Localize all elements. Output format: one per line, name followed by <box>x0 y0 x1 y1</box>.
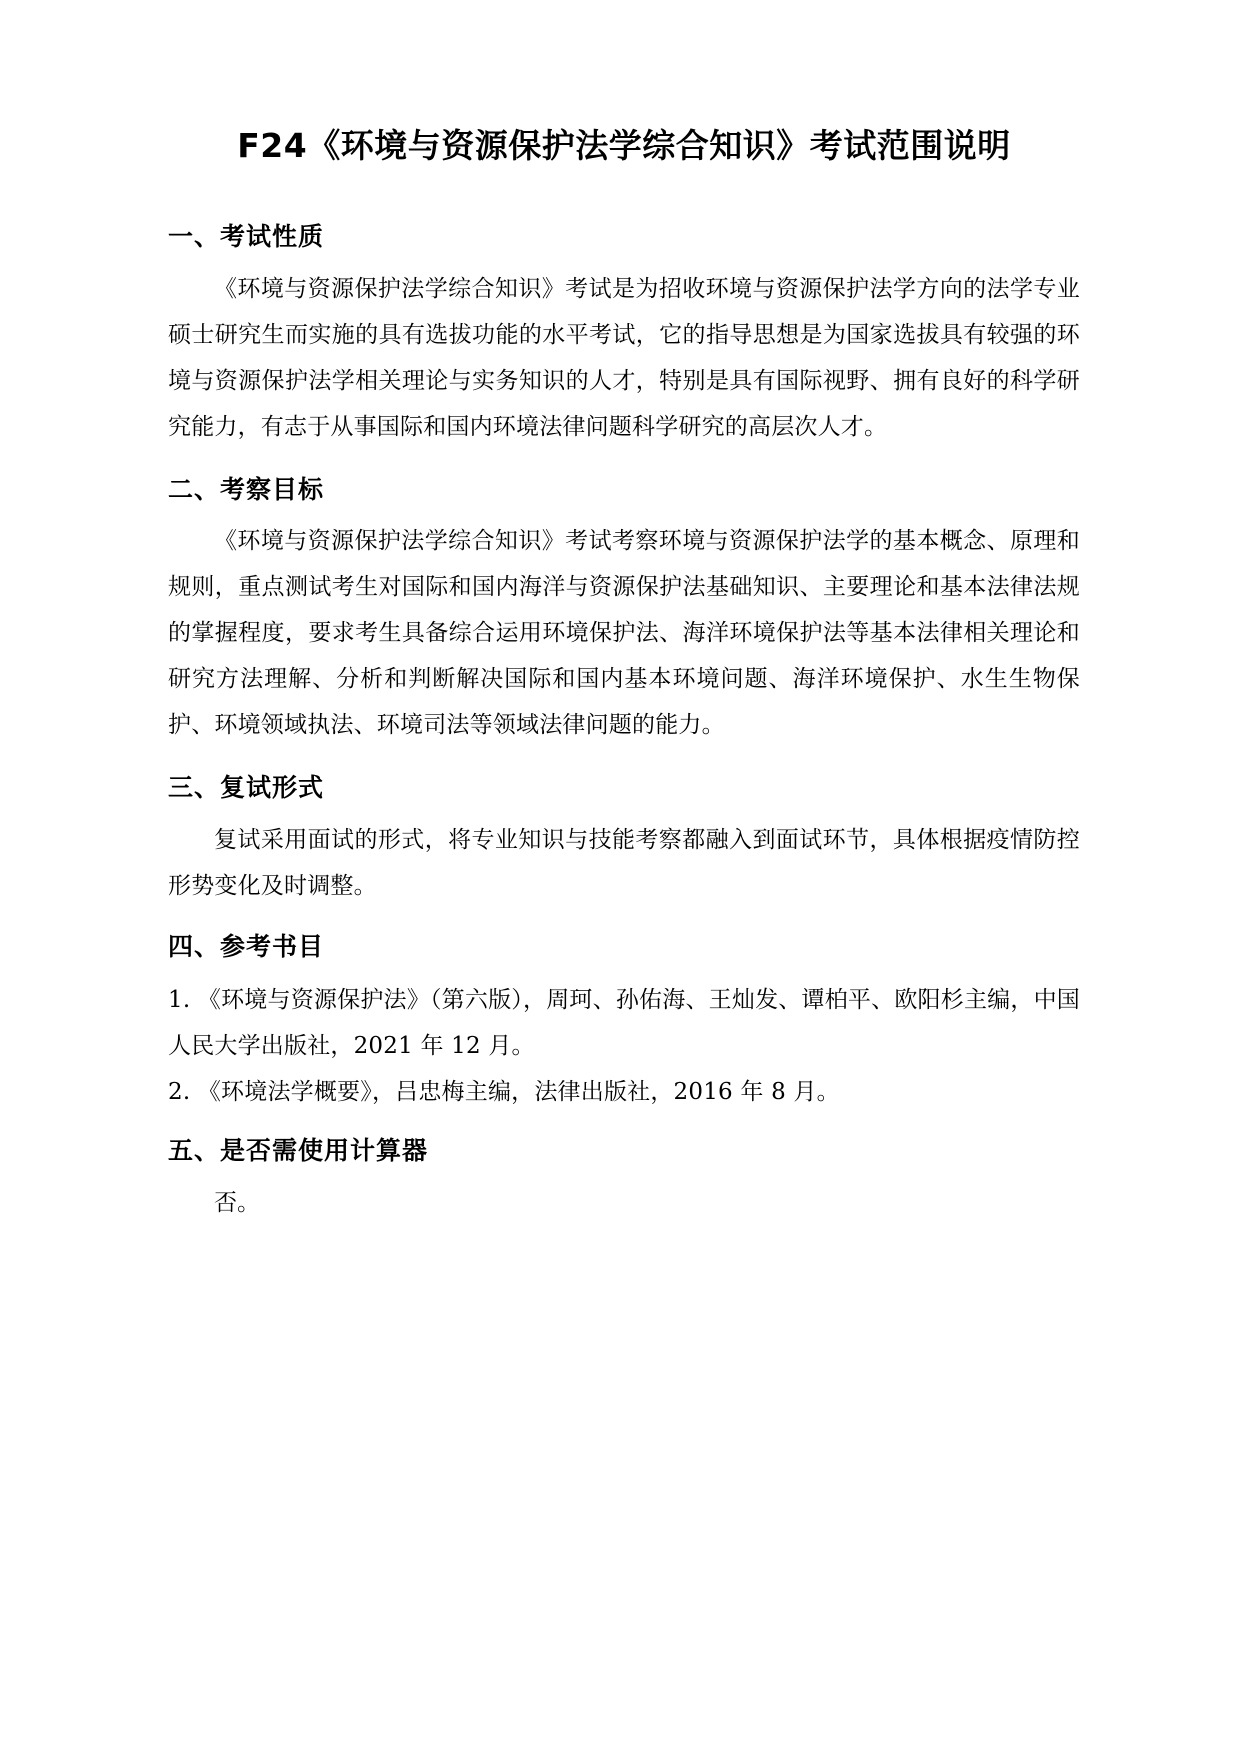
section-heading-4: 四、参考书目 <box>168 931 325 961</box>
section-heading-1: 一、考试性质 <box>168 222 325 252</box>
section-heading-3: 三、复试形式 <box>168 773 325 803</box>
document-content <box>168 0 1080 1226</box>
reference-item-2: 2. 《环境法学概要》，吕忠梅主编，法律出版社，2016 年 8 月。 <box>168 1079 840 1106</box>
section-paragraph-2: 《环境与资源保护法学综合知识》考试考察环境与资源保护法学的基本概念、原理和规则，重点测试考生对国际和国内海洋与资源保护法基础知识、主要理论和基本法律法规的掌握程度，要求考生具备综合运用环境保护法、海洋环境保护法等基本法律相关理论和研究方法理解、分析和判断解决国际和国内基本环境问题、海洋环境保护、水生生物保护、环境领域执法、环境司法等领域法律问题的能力。 <box>168 528 1080 739</box>
reference-list <box>168 963 1080 1115</box>
reference-item-1: 1. 《环境与资源保护法》（第六版），周珂、孙佑海、王灿发、谭柏平、欧阳杉主编，中国人民大学出版社，2021 年 12 月。 <box>168 987 1080 1060</box>
section-paragraph-3: 复试采用面试的形式，将专业知识与技能考察都融入到面试环节，具体根据疫情防控形势变化及时调整。 <box>168 826 1080 899</box>
section-paragraph-5: 否。 <box>214 1189 260 1216</box>
section-heading-2: 二、考察目标 <box>168 474 325 504</box>
section-heading-5: 五、是否需使用计算器 <box>168 1136 429 1166</box>
section-paragraph-1: 《环境与资源保护法学综合知识》考试是为招收环境与资源保护法学方向的法学专业硕士研究生而实施的具有选拔功能的水平考试，它的指导思想是为国家选拔具有较强的环境与资源保护法学相关理论与实务知识的人才，特别是具有国际视野、拥有良好的科学研究能力，有志于从事国际和国内环境法律问题科学研究的高层次人才。 <box>168 275 1080 440</box>
page-title: F24《环境与资源保护法学综合知识》考试范围说明 <box>237 126 1011 165</box>
